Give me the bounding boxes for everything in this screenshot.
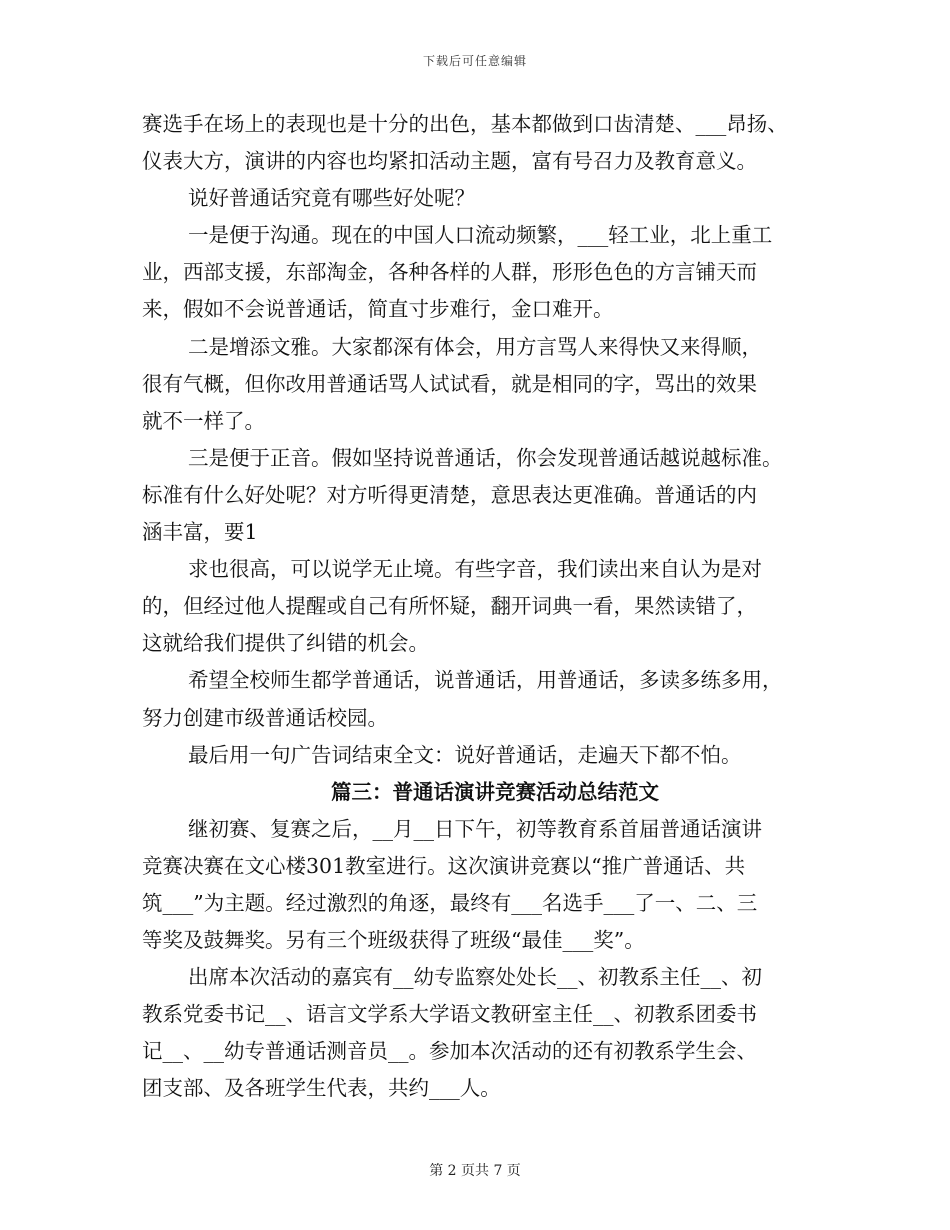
paragraph-start-line: 继初赛、复赛之后，__月__日下午，初等教育系首届普通话演讲 <box>188 816 762 841</box>
text-line: 这就给我们提供了纠错的机会。 <box>142 631 429 656</box>
text-line: 赛选手在场上的表现也是十分的出色，基本都做到口齿清楚、___昂扬、 <box>142 112 788 136</box>
text-line: 教系党委书记__、语言文学系大学语文教研室主任__、初教系团委书 <box>142 1002 757 1027</box>
section-heading: 篇三：普通话演讲竞赛活动总结范文 <box>331 779 659 804</box>
text-line: 业，西部支援，东部淘金，各种各样的人群，形形色色的方言铺天而 <box>142 260 757 285</box>
text-line: 很有气概，但你改用普通话骂人试试看，就是相同的字，骂出的效果 <box>142 371 757 396</box>
text-line: 等奖及鼓舞奖。另有三个班级获得了班级“最佳___奖”。 <box>142 928 645 953</box>
document-body <box>142 106 822 1108</box>
text-line: 的，但经过他人提醒或自己有所怀疑，翻开词典一看，果然读错了， <box>142 594 757 619</box>
paragraph-start-line: 出席本次活动的嘉宾有__幼专监察处处长__、初教系主任__、初 <box>188 965 762 990</box>
text-line: 竞赛决赛在文心楼301教室进行。这次演讲竞赛以“推广普通话、共 <box>142 853 746 878</box>
paragraph-start-line: 说好普通话究竟有哪些好处呢？ <box>188 186 475 211</box>
text-line: 筑___”为主题。经过激烈的角逐，最终有___名选手___了一、二、三 <box>142 890 758 915</box>
text-line: 标准有什么好处呢？对方听得更清楚，意思表达更准确。普通话的内 <box>142 482 757 507</box>
paragraph-start-line: 一是便于沟通。现在的中国人口流动频繁，___轻工业，北上重工 <box>188 223 773 248</box>
text-line: 来，假如不会说普通话，简直寸步难行，金口难开。 <box>142 297 614 322</box>
paragraph-start-line: 求也很高，可以说学无止境。有些字音，我们读出来自认为是对 <box>188 557 762 582</box>
text-line: 涵丰富，要1 <box>142 520 258 545</box>
page-header: 下载后可任意编辑 <box>422 54 527 68</box>
paragraph-start-line: 二是增添文雅。大家都深有体会，用方言骂人来得快又来得顺， <box>188 334 762 359</box>
text-line: 记__、__幼专普通话测音员__。参加本次活动的还有初教系学生会、 <box>142 1039 757 1064</box>
text-line: 就不一样了。 <box>142 408 265 433</box>
text-line: 仪表大方，演讲的内容也均紧扣活动主题，富有号召力及教育意义。 <box>142 149 757 174</box>
paragraph-start-line: 最后用一句广告词结束全文：说好普通话，走遍天下都不怕。 <box>188 742 742 767</box>
paragraph-start-line: 三是便于正音。假如坚持说普通话，你会发现普通话越说越标准。 <box>188 445 783 470</box>
paragraph-start-line: 希望全校师生都学普通话，说普通话，用普通话，多读多练多用， <box>188 668 783 693</box>
page-number: 第 2 页共 7 页 <box>429 1163 521 1179</box>
text-line: 团支部、及各班学生代表，共约___人。 <box>142 1076 501 1101</box>
text-line: 努力创建市级普通话校园。 <box>142 705 388 730</box>
